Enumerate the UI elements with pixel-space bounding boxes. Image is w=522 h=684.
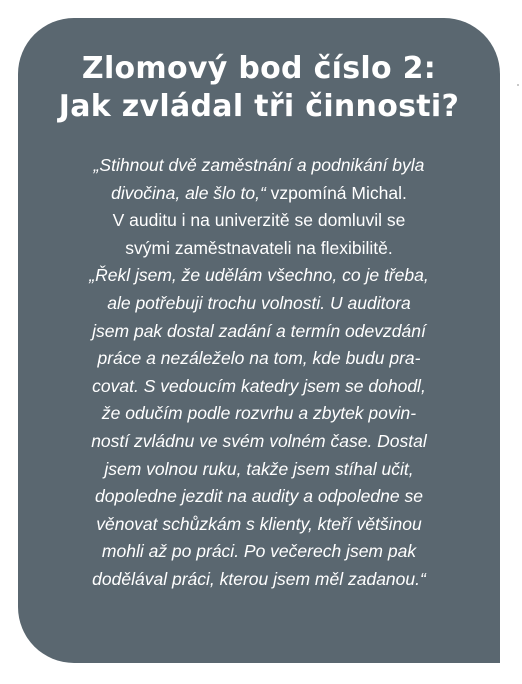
quote-box <box>18 18 500 663</box>
body-line <box>46 262 472 290</box>
body-line <box>46 373 472 401</box>
body-line <box>46 456 472 484</box>
body-line <box>46 207 472 235</box>
quote-text: „Stihnout dvě zaměstnání a podnikání byla <box>93 155 425 175</box>
body-line <box>46 152 472 180</box>
quote-text: ale potřebuji trochu volnosti. U auditora <box>107 292 411 313</box>
quote-text: jsem pak dostal zadání a termín odevzdání <box>92 320 426 341</box>
body-line <box>46 566 472 594</box>
box-body-text <box>46 152 472 594</box>
quote-text: jsem volnou ruku, takže jsem stíhal učit, <box>104 458 414 479</box>
body-line <box>46 511 472 539</box>
quote-text: že odučím podle rozvrhu a zbytek povin- <box>101 403 417 424</box>
body-line <box>46 400 472 428</box>
quote-text: „Řekl jsem, že udělám všechno, co je třeba, <box>89 265 429 286</box>
body-line <box>46 180 472 208</box>
quote-text: ností zvládnu ve svém volném čase. Dostal <box>91 430 427 451</box>
body-line <box>46 290 472 318</box>
quote-text: věnovat schůzkám s klienty, kteří většinou <box>96 513 422 534</box>
margin-mark <box>517 84 519 86</box>
body-line <box>46 538 472 566</box>
body-line <box>46 345 472 373</box>
narrative-text: vzpomíná Michal. <box>265 182 407 203</box>
body-line <box>46 235 472 263</box>
body-line <box>46 318 472 346</box>
quote-text: dopoledne jezdit na audity a odpoledne se <box>95 486 423 507</box>
quote-text: dodělával práci, kterou jsem měl zadanou.“ <box>92 568 426 589</box>
title-line-1: Zlomový bod číslo 2: <box>81 51 437 86</box>
quote-text: práce a nezáleželo na tom, kde budu pra- <box>97 348 421 369</box>
title-line-2: Jak zvládal tři činnosti? <box>58 89 460 124</box>
box-title <box>46 50 472 126</box>
narrative-text: svými zaměstnavateli na flexibilitě. <box>125 237 393 258</box>
narrative-text: V auditu i na univerzitě se domluvil se <box>112 210 406 231</box>
body-line <box>46 483 472 511</box>
quote-text: divočina, ale šlo to,“ <box>111 182 266 203</box>
quote-text: mohli až po práci. Po večerech jsem pak <box>101 541 417 562</box>
body-line <box>46 428 472 456</box>
quote-text: covat. S vedoucím katedry jsem se dohodl, <box>92 375 426 396</box>
